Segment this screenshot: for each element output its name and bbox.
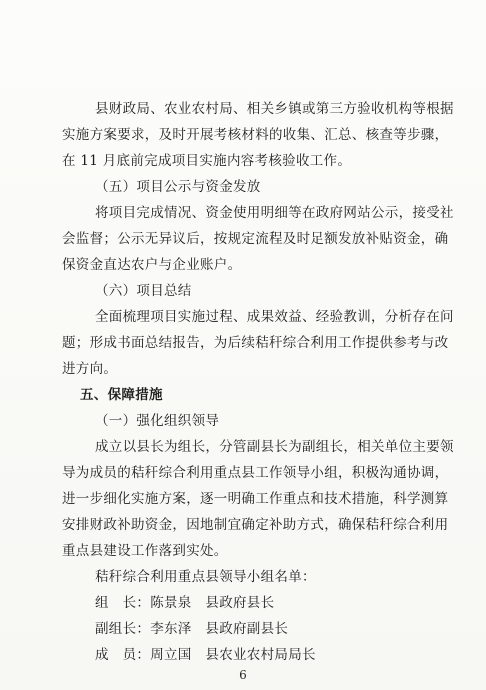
page-number: 6	[239, 668, 247, 682]
paragraph-line: 进一步细化实施方案，逐一明确工作重点和技术措施，科学测算	[62, 491, 449, 507]
paragraph-line: 实施方案要求，及时开展考核材料的收集、汇总、核查等步骤，	[62, 127, 449, 143]
paragraph-line: 重点县建设工作落到实处。	[62, 543, 228, 559]
chapter-heading: 五、保障措施	[80, 387, 163, 403]
member-row: 成 员：周立国 县农业农村局局长	[95, 647, 316, 663]
paragraph-line: 题；形成书面总结报告，为后续秸秆综合利用工作提供参考与改	[62, 335, 449, 351]
paragraph-line: 将项目完成情况、资金使用明细等在政府网站公示，接受社	[95, 205, 454, 221]
paragraph-line: 安排财政补助资金，因地制宜确定补助方式，确保秸秆综合利用	[62, 517, 449, 533]
member-row: 副组长：李东泽 县政府副县长	[95, 621, 289, 637]
section-heading: （五）项目公示与资金发放	[95, 179, 261, 195]
section-heading: （一）强化组织领导	[95, 413, 220, 429]
paragraph-line: 进方向。	[62, 361, 118, 377]
paragraph-line: 县财政局、农业农村局、相关乡镇或第三方验收机构等根据	[95, 101, 454, 117]
paragraph-line: 会监督；公示无异议后，按规定流程及时足额发放补贴资金，确	[62, 231, 449, 247]
paragraph-line: 导为成员的秸秆综合利用重点县工作领导小组，积极沟通协调，	[62, 465, 449, 481]
member-row: 组 长：陈景泉 县政府县长	[95, 595, 275, 611]
paragraph-line: 在 11 月底前完成项目实施内容考核验收工作。	[62, 153, 352, 169]
list-intro: 秸秆综合利用重点县领导小组名单：	[95, 569, 316, 585]
paragraph-line: 全面梳理项目实施过程、成果效益、经验教训，分析存在问	[95, 309, 454, 325]
section-heading: （六）项目总结	[95, 283, 192, 299]
paragraph-line: 保资金直达农户与企业账户。	[62, 257, 242, 273]
paragraph-line: 成立以县长为组长，分管副县长为副组长，相关单位主要领	[95, 439, 454, 455]
